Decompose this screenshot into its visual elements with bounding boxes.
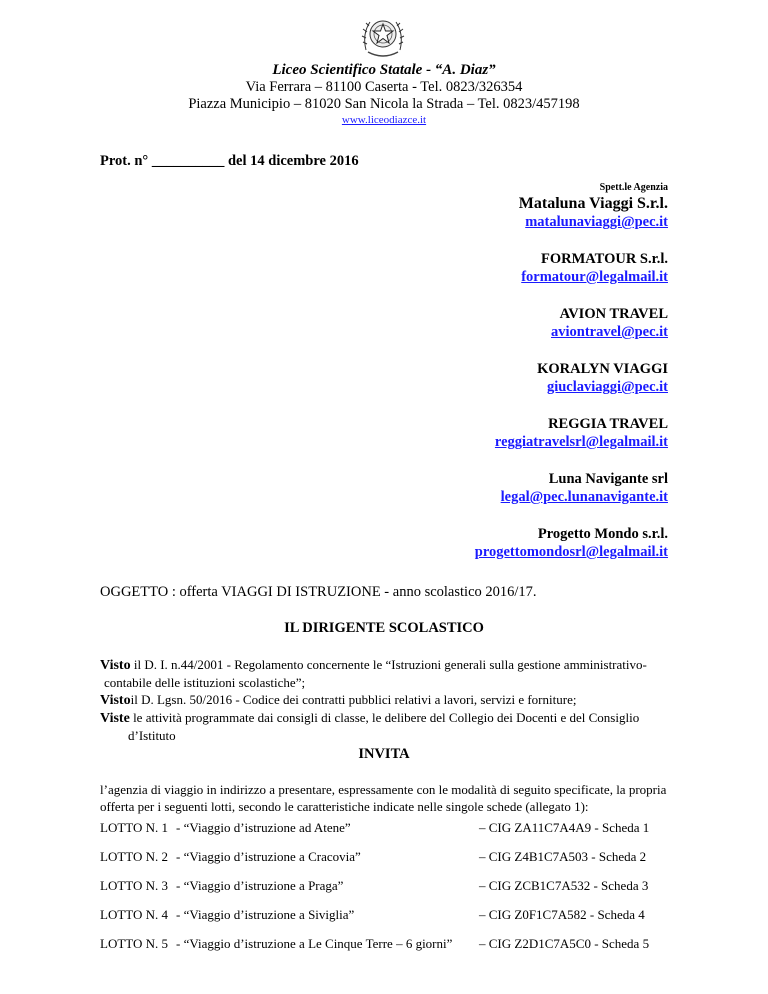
lot-description: - “Viaggio d’istruzione a Siviglia”	[176, 907, 355, 922]
visto-text: il D. Lgsn. 50/2016 - Codice dei contratti pubblici relativi a lavori, servizi e forniture;	[130, 692, 577, 707]
agency-email-link[interactable]: aviontravel@pec.it	[551, 324, 668, 340]
lot-row	[100, 820, 680, 838]
agency-entry	[168, 470, 668, 506]
lot-cig: – CIG Z4B1C7A503 - Scheda 2	[479, 849, 647, 864]
visto-item	[100, 709, 680, 727]
agency-name: KORALYN VIAGGI	[537, 361, 668, 377]
visti-block	[100, 656, 680, 744]
lot-number: LOTTO N. 5	[100, 936, 169, 951]
agency-email-link[interactable]: legal@pec.lunanavigante.it	[500, 489, 668, 505]
visto-keyword: Visto	[100, 693, 131, 708]
agency-entry	[168, 525, 668, 561]
school-address-caserta: Via Ferrara – 81100 Caserta - Tel. 0823/326354	[245, 79, 523, 95]
lot-row	[100, 849, 680, 867]
school-address-san-nicola: Piazza Municipio – 81020 San Nicola la Strada – Tel. 0823/457198	[188, 96, 580, 112]
visto-item	[100, 656, 680, 674]
visto-item	[100, 691, 680, 709]
lot-row	[100, 878, 680, 896]
visto-text: il D. I. n.44/2001 - Regolamento concernente le “Istruzioni generali sulla gestione amministrativo-	[130, 657, 647, 672]
lot-description: - “Viaggio d’istruzione a Le Cinque Terre – 6 giorni”	[176, 936, 453, 951]
protocol-line: Prot. n° __________ del 14 dicembre 2016	[100, 153, 359, 169]
lot-cig: – CIG ZA11C7A4A9 - Scheda 1	[479, 820, 650, 835]
lot-number: LOTTO N. 4	[100, 907, 169, 922]
agency-name: Luna Navigante srl	[548, 471, 668, 487]
lot-description: - “Viaggio d’istruzione a Praga”	[176, 878, 344, 893]
lot-row	[100, 907, 680, 925]
lot-cig: – CIG Z2D1C7A5C0 - Scheda 5	[479, 936, 650, 951]
italian-republic-emblem-icon	[358, 10, 408, 62]
school-website-link[interactable]: www.liceodiazce.it	[341, 114, 427, 126]
visto-continuation: d’Istituto	[128, 728, 176, 743]
lot-description: - “Viaggio d’istruzione a Cracovia”	[176, 849, 361, 864]
lot-cig: – CIG Z0F1C7A582 - Scheda 4	[479, 907, 645, 922]
dirigente-heading: IL DIRIGENTE SCOLASTICO	[284, 620, 484, 636]
agency-name: Mataluna Viaggi S.r.l.	[518, 195, 668, 212]
agency-entry	[168, 415, 668, 451]
lot-cig: – CIG ZCB1C7A532 - Scheda 3	[479, 878, 649, 893]
lot-number: LOTTO N. 1	[100, 820, 169, 835]
agency-email-link[interactable]: progettomondosrl@legalmail.it	[474, 544, 668, 560]
recipients-intro: Spett.le Agenzia	[599, 182, 668, 193]
agency-name: AVION TRAVEL	[559, 306, 668, 322]
visto-continuation: contabile delle istituzioni scolastiche”;	[104, 675, 306, 690]
agency-name: FORMATOUR S.r.l.	[540, 251, 668, 267]
agency-email-link[interactable]: giuclaviaggi@pec.it	[546, 379, 668, 395]
visto-keyword: Viste	[100, 711, 130, 726]
lot-number: LOTTO N. 2	[100, 849, 169, 864]
agency-entry	[168, 250, 668, 286]
recipients-block	[168, 182, 668, 580]
visto-text: le attività programmate dai consigli di classe, le delibere del Collegio dei Docenti e del Consiglio	[129, 710, 640, 725]
school-name: Liceo Scientifico Statale - “A. Diaz”	[272, 62, 496, 78]
invitation-paragraph: l’agenzia di viaggio in indirizzo a presentare, espressamente con le modalità di seguito specificate, la propria offerta per i seguenti lotti, secondo le caratteristiche indicate nelle singole schede (allegato 1):	[100, 782, 667, 814]
subject-line: OGGETTO : offerta VIAGGI DI ISTRUZIONE - anno scolastico 2016/17.	[100, 584, 537, 600]
agency-entry	[168, 305, 668, 341]
invita-heading: INVITA	[358, 746, 410, 762]
lot-row	[100, 936, 680, 954]
agency-email-link[interactable]: formatour@legalmail.it	[521, 269, 668, 285]
lot-description: - “Viaggio d’istruzione ad Atene”	[176, 820, 351, 835]
agency-email-link[interactable]: matalunaviaggi@pec.it	[525, 214, 668, 230]
agency-name: Progetto Mondo s.r.l.	[537, 526, 668, 542]
lot-number: LOTTO N. 3	[100, 878, 169, 893]
agency-name: REGGIA TRAVEL	[548, 416, 668, 432]
agency-email-link[interactable]: reggiatravelsrl@legalmail.it	[494, 434, 668, 450]
agency-entry	[168, 360, 668, 396]
visto-keyword: Visto	[100, 658, 131, 673]
agency-entry	[168, 195, 668, 231]
